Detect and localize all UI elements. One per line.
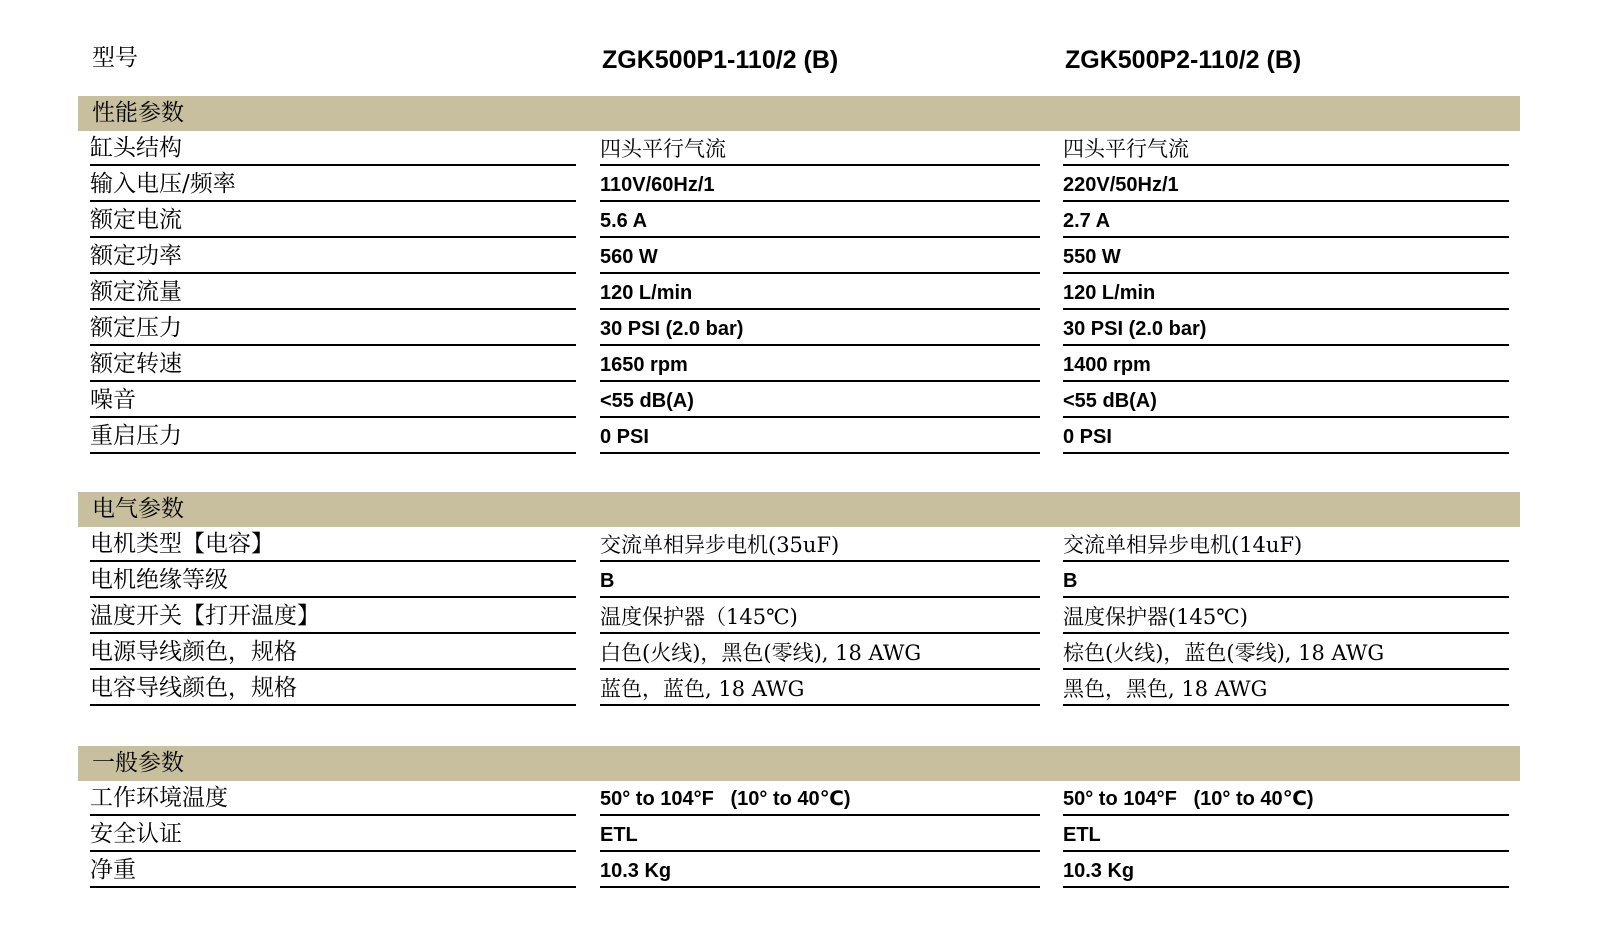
row-value-model-2: 2.7 A	[1063, 202, 1509, 238]
row-value-model-2: ETL	[1063, 816, 1509, 852]
row-value-model-1: 30 PSI (2.0 bar)	[600, 310, 1040, 346]
row-label: 额定流量	[90, 274, 576, 310]
row-label: 缸头结构	[90, 130, 576, 166]
row-value-model-1: 10.3 Kg	[600, 852, 1040, 888]
model-1-name: ZGK500P1-110/2 (B)	[602, 46, 839, 74]
row-label: 电机绝缘等级	[90, 562, 576, 598]
row-label: 额定电流	[90, 202, 576, 238]
row-value-model-1: 120 L/min	[600, 274, 1040, 310]
row-value-model-2: 1400 rpm	[1063, 346, 1509, 382]
row-value-model-2: 50° to 104°F (10° to 40℃)	[1063, 780, 1509, 816]
row-value-model-1: 0 PSI	[600, 418, 1040, 454]
section-title: 一般参数	[92, 750, 184, 776]
table-row	[0, 816, 1600, 852]
row-value-model-2: 220V/50Hz/1	[1063, 166, 1509, 202]
row-label: 额定功率	[90, 238, 576, 274]
table-row	[0, 418, 1600, 454]
section-header-performance	[78, 96, 1520, 131]
row-label: 温度开关【打开温度】	[90, 598, 576, 634]
table-row	[0, 382, 1600, 418]
section-header-general	[78, 746, 1520, 781]
row-value-model-1: 50° to 104°F (10° to 40℃)	[600, 780, 1040, 816]
table-row	[0, 130, 1600, 166]
model-2-name: ZGK500P2-110/2 (B)	[1065, 46, 1302, 74]
row-label: 额定压力	[90, 310, 576, 346]
row-value-model-1: <55 dB(A)	[600, 382, 1040, 418]
row-value-model-1: 1650 rpm	[600, 346, 1040, 382]
table-row	[0, 598, 1600, 634]
table-row	[0, 634, 1600, 670]
row-value-model-1: 蓝色，蓝色, 18 AWG	[600, 670, 1040, 706]
row-value-model-2: 120 L/min	[1063, 274, 1509, 310]
row-value-model-2: B	[1063, 562, 1509, 598]
row-label: 额定转速	[90, 346, 576, 382]
section-header-electrical	[78, 492, 1520, 527]
row-value-model-1: 110V/60Hz/1	[600, 166, 1040, 202]
row-label: 工作环境温度	[90, 780, 576, 816]
table-row	[0, 670, 1600, 706]
row-value-model-2: 黑色，黑色, 18 AWG	[1063, 670, 1509, 706]
table-row	[0, 274, 1600, 310]
row-value-model-1: 温度保护器（145℃)	[600, 598, 1040, 634]
table-row	[0, 238, 1600, 274]
model-label: 型号	[92, 45, 138, 71]
table-row	[0, 166, 1600, 202]
row-value-model-1: 白色(火线)，黑色(零线), 18 AWG	[600, 634, 1040, 670]
table-row	[0, 202, 1600, 238]
table-row	[0, 346, 1600, 382]
row-label: 噪音	[90, 382, 576, 418]
row-value-model-2: 0 PSI	[1063, 418, 1509, 454]
row-label: 净重	[90, 852, 576, 888]
row-value-model-1: 560 W	[600, 238, 1040, 274]
row-label: 电机类型【电容】	[90, 526, 576, 562]
table-row	[0, 310, 1600, 346]
row-value-model-2: 温度保护器(145℃)	[1063, 598, 1509, 634]
row-label: 重启压力	[90, 418, 576, 454]
row-label: 电源导线颜色，规格	[90, 634, 576, 670]
row-value-model-2: 550 W	[1063, 238, 1509, 274]
row-value-model-2: 10.3 Kg	[1063, 852, 1509, 888]
row-value-model-1: B	[600, 562, 1040, 598]
row-value-model-1: 四头平行气流	[600, 130, 1040, 166]
row-value-model-1: 5.6 A	[600, 202, 1040, 238]
section-title: 电气参数	[92, 496, 184, 522]
table-row	[0, 562, 1600, 598]
table-row	[0, 852, 1600, 888]
row-value-model-1: 交流单相异步电机(35uF)	[600, 526, 1040, 562]
row-value-model-1: ETL	[600, 816, 1040, 852]
section-title: 性能参数	[92, 100, 184, 126]
table-row	[0, 780, 1600, 816]
row-label: 输入电压/频率	[90, 166, 576, 202]
row-label: 安全认证	[90, 816, 576, 852]
row-value-model-2: <55 dB(A)	[1063, 382, 1509, 418]
table-row	[0, 526, 1600, 562]
row-label: 电容导线颜色，规格	[90, 670, 576, 706]
row-value-model-2: 四头平行气流	[1063, 130, 1509, 166]
row-value-model-2: 交流单相异步电机(14uF)	[1063, 526, 1509, 562]
row-value-model-2: 棕色(火线)，蓝色(零线), 18 AWG	[1063, 634, 1509, 670]
row-value-model-2: 30 PSI (2.0 bar)	[1063, 310, 1509, 346]
